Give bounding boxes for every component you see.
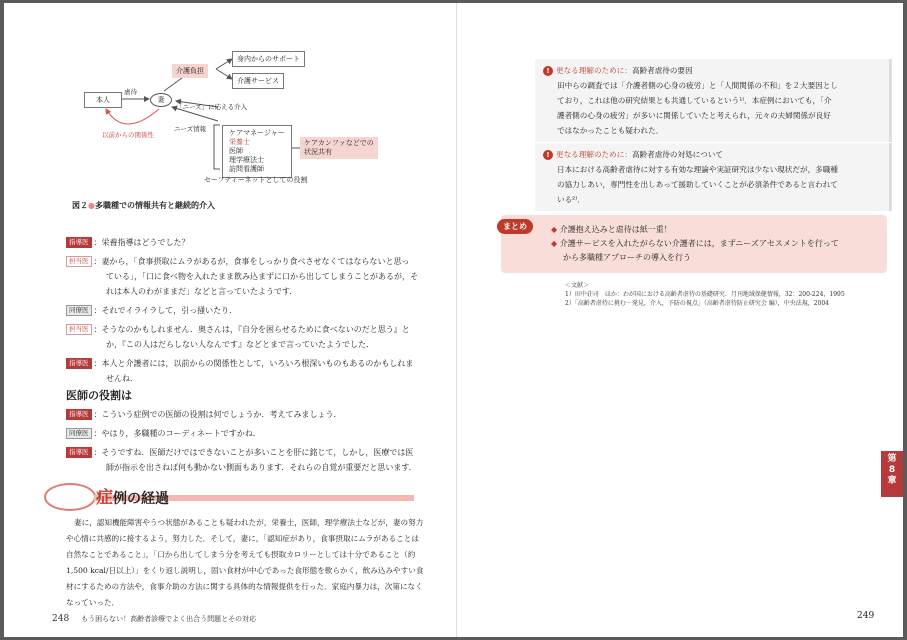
left-page-number: 248	[52, 614, 70, 624]
dialogue-text: か，『この人はだらしない人なんです』などとまで言っていたようでした．	[106, 340, 374, 349]
abuse-label: 虐待	[124, 88, 137, 96]
summary-box	[501, 215, 887, 273]
dialogue-line: 指導医 ：栄養指導はどうでした？	[66, 235, 426, 250]
summary-item-text: 介護抱え込みと虐待は紙一重！	[559, 225, 672, 234]
note-line: の協力しあい，専門性を出しあって援助していくことが必須条件であると言われて	[557, 180, 838, 189]
note-head: 更なる理解のために：	[556, 150, 632, 159]
summary-item	[551, 223, 881, 237]
exclamation-icon: !	[543, 66, 553, 76]
book-spread	[4, 3, 903, 637]
chapter-tab-char: 章	[887, 476, 897, 486]
team-doctor: 医師	[229, 147, 243, 155]
care-team-box	[222, 125, 292, 178]
diamond-bullet-icon: ◆	[551, 239, 558, 248]
team-dietitian: 栄養士	[229, 138, 250, 146]
dialogue-text: 本人と介護者には，以前からの関係性として，いろいろ根深いものもあるのかもしれま	[101, 359, 414, 368]
role-badge: 同僚医	[66, 305, 92, 316]
note-line: 田中らの調査では「介護者側の心身の疲労」と「人間関係の不和」を２大要因とし	[557, 81, 838, 90]
dialogue-line: 指導医 ：本人と介護者には，以前からの関係性として，いろいろ根深いものもあるのかもしれま せんね．	[66, 356, 426, 386]
family-support-box: 身内からのサポート	[232, 51, 305, 67]
dialogue-line: 指導医 ：そうですね．医師だけではできないことが多いことを肝に銘じて，しかし，医療では医 師が指示を出さねば何も動かない側面もあります．それらの自覚が重要だと思います．	[66, 445, 426, 475]
case-body-text: 妻に，認知機能障害やうつ状態があることも疑われたが，栄養士，医師，理学療法士などが，妻の努力や心情に共感的に接するよう，努力した．そして，妻に，「認知症があり，食事摂取にムラがあることは自然なことであること」，「口から出してしまう分を考えても摂取カロリーとしては十分であること（約1,500 kcal/日以上）」をくり返し説明し，固い食材が中心であった食形態を軟らかく，飲み込みやすい食材にするための方法や，食事介助の方法に関する具体的な情報提供を行った．家庭内暴力は，次第になくなっていった．	[66, 518, 424, 607]
dialogue-block-2	[66, 407, 426, 475]
note-line: 日本における高齢者虐待に対する有効な理論や実証研究は少ない現状だが，多職種	[557, 165, 838, 174]
note-head: 更なる理解のために：	[556, 66, 632, 75]
dialogue-line: 担当医 ：そうなのかもしれません．奥さんは，『自分を困らせるために食べないのだと思う』と か，『この人はだらしない人なんです』などとまで言っていたようでした．	[66, 322, 426, 352]
dialogue-text: ている」，「口に食べ物を入れたまま飲み込まずに口から出してしまうことがあるが，そ	[106, 272, 418, 281]
dialogue-line: 同僚医 ：やはり，多職種のコーディネートですかね．	[66, 426, 426, 441]
dialogue-text: そうなのかもしれません．奥さんは，『自分を困らせるために食べないのだと思う』と	[101, 325, 410, 334]
note-heading	[543, 63, 883, 78]
summary-item-text: 介護サービスを入れたがらない介護者には，まずニーズアセスメントを行って	[559, 239, 839, 248]
caption-prefix: 図２	[72, 201, 88, 210]
note-body	[543, 162, 883, 207]
conference-note-line: 状況共有	[304, 148, 332, 156]
right-page	[457, 3, 903, 637]
care-service-box: 介護サービス	[232, 73, 284, 89]
caption-dot-icon: ●	[88, 201, 95, 210]
right-page-number: 249	[857, 611, 875, 621]
references	[565, 281, 885, 308]
dialogue-text: れは本人のわがままだ」などと言っていたようです．	[106, 287, 298, 296]
case-title-rest: 例の経過	[113, 491, 169, 507]
note-box-2	[535, 143, 892, 211]
case-heading	[44, 483, 416, 509]
conference-note-line: ケアカンファなどでの	[304, 139, 374, 147]
left-page	[4, 3, 457, 637]
note-line: いる²⁾．	[557, 195, 585, 204]
role-badge: 指導医	[66, 358, 92, 369]
conference-note-box	[300, 137, 378, 159]
left-footer	[52, 614, 256, 624]
team-pt: 理学療法士	[229, 156, 264, 164]
section-title: 医師の役割は	[66, 389, 132, 402]
role-badge: 指導医	[66, 237, 92, 248]
team-care-manager: ケアマネージャー	[229, 129, 285, 137]
note-line: ではなかったことも疑われた．	[557, 126, 664, 135]
swirl-decoration-icon	[44, 483, 96, 511]
note-sub: 高齢者虐待の対処について	[631, 150, 723, 159]
dialogue-text: 妻から，「食事摂取にムラがあるが，食事をしっかり食べさせなくてはならないと思っ	[101, 257, 410, 266]
case-title-big: 症	[96, 488, 113, 508]
needs-info-label: ニーズ情報	[174, 125, 207, 133]
dialogue-text: 栄養指導はどうでした？	[101, 238, 190, 247]
diamond-bullet-icon: ◆	[551, 225, 558, 234]
chapter-tab-number: 8	[888, 465, 896, 475]
note-line: ており，これは他の研究結果とも共通しているという¹⁾．本症例においても，「介	[557, 96, 832, 105]
needs-care-label: 「ニーズ」に応える介入	[176, 103, 248, 111]
summary-text	[551, 223, 881, 265]
reference-item: 1）田中荘司 ほか：わが国における高齢者虐待の基礎研究．月刊地域保健情報，32：200-224，1995	[565, 291, 845, 298]
safety-net-label: セーフティーネットとしての役割	[204, 176, 308, 184]
note-box-1	[535, 59, 892, 142]
role-badge: 同僚医	[66, 428, 92, 439]
case-title	[96, 483, 169, 508]
dialogue-line: 同僚医 ：それでイライラして，引っ掻いたり．	[66, 303, 426, 318]
role-badge: 指導医	[66, 447, 92, 458]
note-sub: 高齢者虐待の要因	[631, 66, 693, 75]
care-burden-box: 介護負担	[172, 64, 208, 78]
person-box: 本人	[84, 92, 122, 108]
references-heading: ＜文献＞	[565, 282, 590, 289]
dialogue-text: それでイライラして，引っ掻いたり．	[101, 306, 238, 315]
summary-item-continued: から多職種アプローチの導入を行う	[563, 253, 691, 262]
summary-badge: まとめ	[497, 219, 533, 234]
dialogue-line: 指導医 ：こういう症例での医師の役割は何でしょうか．考えてみましょう．	[66, 407, 426, 422]
summary-item	[551, 237, 881, 251]
dialogue-text: 師が指示を出さねば何も動かない側面もあります．それらの自覚が重要だと思います．	[106, 463, 417, 472]
dialogue-text: こういう症例での医師の役割は何でしょうか．考えてみましょう．	[101, 410, 342, 419]
chapter-tab-char: 第	[887, 454, 897, 464]
figure-caption	[72, 200, 215, 211]
past-relation-label: 以前からの関係性	[102, 131, 154, 139]
note-line: 護者側の心身の疲労」が多いに関係していたと考えられ，元々の夫婦関係が良好	[557, 111, 831, 120]
wife-node: 妻	[150, 93, 172, 107]
dialogue-text: やはり，多職種のコーディネートですかね．	[101, 429, 261, 438]
dialogue-text: そうですね．医師だけではできないことが多いことを肝に銘じて，しかし，医療では医	[101, 448, 414, 457]
dialogue-block-1	[66, 235, 426, 386]
role-badge: 担当医	[66, 256, 92, 267]
note-body	[543, 78, 883, 138]
exclamation-icon: !	[543, 150, 553, 160]
chapter-tab	[881, 451, 903, 497]
team-nurse: 訪問看護師	[229, 165, 264, 173]
dialogue-line: 担当医 ：妻から，「食事摂取にムラがあるが，食事をしっかり食べさせなくてはならないと思っ ている」，「口に食べ物を入れたまま飲み込まずに口から出してしまうことがあるが，そ れは本人のわがままだ」などと言っていたようです．	[66, 254, 426, 299]
reference-item: 2）「高齢者虐待に挑む－発見，介入，予防の視点」（高齢者虐待防止研究会 編），中央法規，2004	[565, 300, 829, 307]
running-title: もう困らない！高齢者診療でよく出合う問題とその対応	[81, 615, 257, 623]
caption-text: 多職種での情報共有と継続的介入	[94, 201, 215, 210]
note-heading	[543, 147, 883, 162]
role-badge: 担当医	[66, 324, 92, 335]
dialogue-text: せんね．	[106, 374, 138, 383]
role-badge: 指導医	[66, 409, 92, 420]
